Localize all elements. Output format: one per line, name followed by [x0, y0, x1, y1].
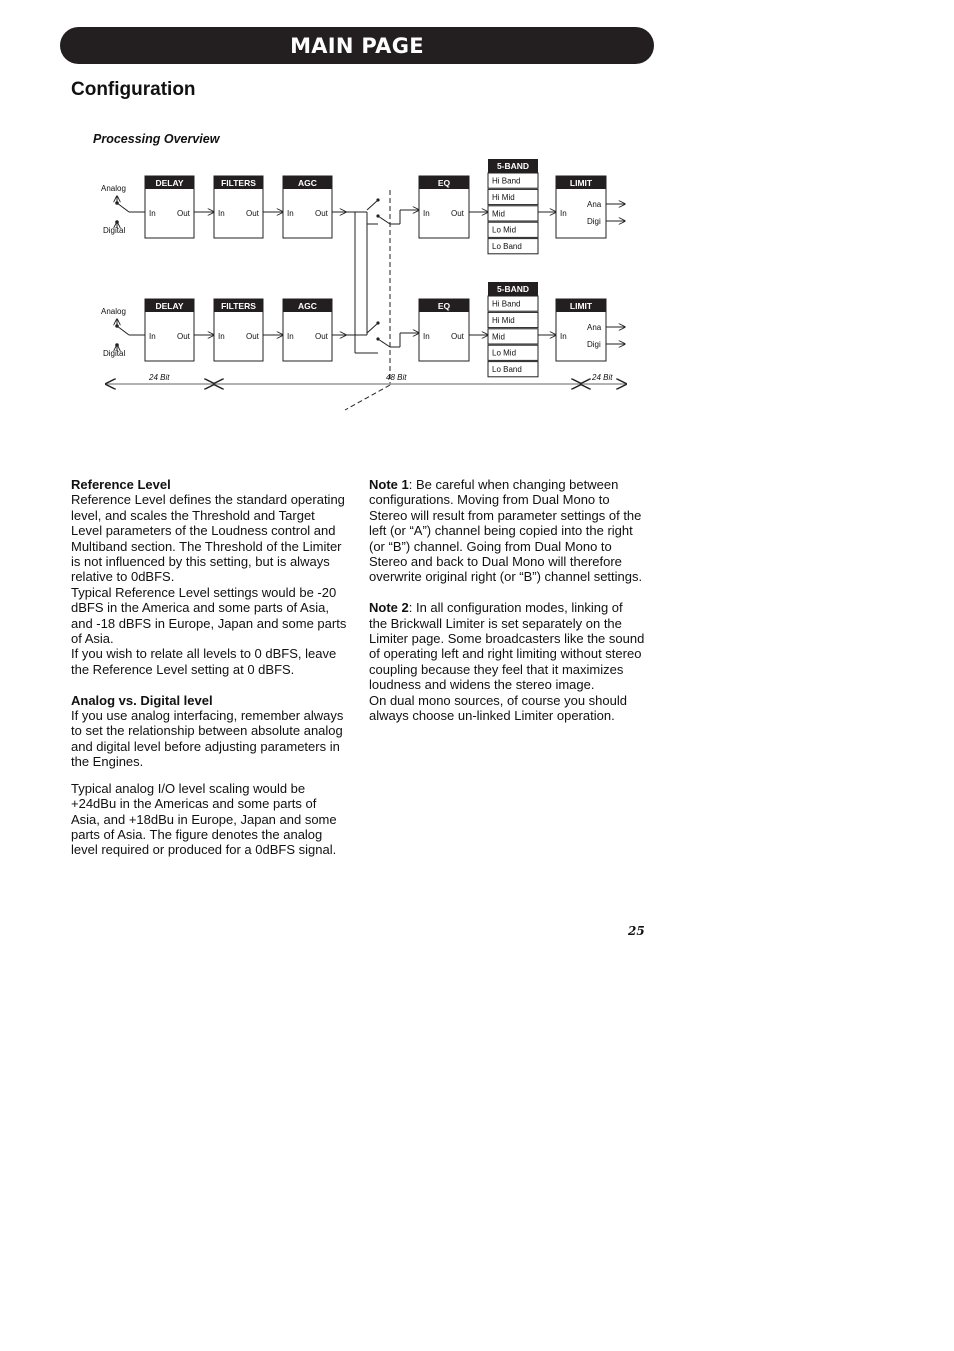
- note-2-text: On dual mono sources, of course you should: [369, 692, 627, 708]
- reference-level-text: Multiband section. The Threshold of the Limiter: [71, 538, 342, 554]
- page-number: 25: [628, 924, 645, 938]
- section-title: Configuration: [71, 79, 196, 100]
- b-filters-out: Out: [246, 332, 259, 341]
- note-1-text: configurations. Moving from Dual Mono to: [369, 492, 610, 508]
- a-agc-out: Out: [315, 209, 328, 218]
- a-5band-title: 5-BAND: [496, 161, 530, 171]
- note-1-text: Stereo will result from parameter settings of the: [369, 507, 642, 523]
- analog-digital-text: to set the relationship between absolute analog: [71, 723, 343, 739]
- typical-scaling-text: +24dBu in the Americas and some parts of: [71, 796, 317, 812]
- bit-depth-middle-label: 48 Bit: [386, 373, 407, 382]
- b-band-label: Mid: [492, 332, 505, 342]
- note-2-text: always choose un-linked Limiter operation.: [369, 708, 615, 724]
- reference-level-text: of Asia.: [71, 631, 114, 647]
- a-band-label: Lo Mid: [492, 225, 517, 235]
- right-column: [369, 477, 659, 723]
- a-limit-ana: Ana: [587, 200, 602, 209]
- a-band-label: Hi Mid: [492, 192, 515, 202]
- reference-level-text: relative to 0dBFS.: [71, 569, 175, 585]
- reference-level-text: the Reference Level setting at 0 dBFS.: [71, 661, 295, 677]
- b-xsw-arm: [378, 339, 390, 347]
- channel-b-chain: [101, 282, 625, 377]
- a-delay-title: DELAY: [155, 178, 184, 188]
- note-2-text: the Brickwall Limiter is set separately on the: [369, 615, 622, 631]
- a-filters-out: Out: [246, 209, 259, 218]
- note-2-text: loudness and widens the stereo image.: [369, 677, 595, 693]
- note-1-text: overwrite original right (or “B”) channel settings.: [369, 569, 643, 585]
- b-delay-out: Out: [177, 332, 190, 341]
- a-filters-in: In: [218, 209, 225, 218]
- a-limit-in: In: [560, 209, 567, 218]
- left-column: [71, 477, 356, 858]
- note-2-text: Limiter page. Some broadcasters like the sound: [369, 631, 645, 647]
- a-eq-in: In: [423, 209, 430, 218]
- reference-level-text: Level parameters of the Loudness control and: [71, 523, 336, 539]
- b-switch-arm: [117, 326, 129, 335]
- note-2-first-line: Note 2: In all configuration modes, linking of: [369, 600, 623, 616]
- b-5band-title: 5-BAND: [496, 284, 530, 294]
- processing-overview-diagram: [0, 0, 954, 420]
- b-eq-in: In: [423, 332, 430, 341]
- a-digital-label: Digital: [103, 226, 126, 235]
- reference-level-text: and -18 dBFS in Europe, Japan and some parts: [71, 615, 347, 631]
- b-eq-title: EQ: [437, 301, 451, 311]
- a-analog-label: Analog: [101, 184, 126, 193]
- note-1-label: Note 1: [369, 477, 409, 492]
- b-analog-label: Analog: [101, 307, 126, 316]
- a-filters-title: FILTERS: [221, 178, 256, 188]
- a-agc-in: In: [287, 209, 294, 218]
- ganged-switch-dash-tail: [345, 385, 390, 410]
- a-xsw-arm: [378, 216, 390, 224]
- reference-level-text: is not influenced by this setting, but is always: [71, 554, 330, 570]
- b-eq-out: Out: [451, 332, 464, 341]
- a-eq-title: EQ: [437, 178, 451, 188]
- analog-digital-text: If you use analog interfacing, remember always: [71, 708, 344, 724]
- a-limit-digi: Digi: [587, 217, 601, 226]
- b-agc-title: AGC: [298, 301, 317, 311]
- bit-depth-left-label: 24 Bit: [149, 373, 170, 382]
- typical-scaling-text: Asia, and +18dBu in Europe, Japan and some: [71, 811, 337, 827]
- banner-title: MAIN PAGE: [290, 33, 424, 58]
- b-agc-in: In: [287, 332, 294, 341]
- analog-digital-text: and digital level before adjusting parameters in: [71, 738, 340, 754]
- typical-scaling-text: level required or produced for a 0dBFS signal.: [71, 842, 337, 858]
- a-xsw-lead1: [367, 200, 378, 210]
- note-1-text: left (or “A”) channel being copied into the right: [369, 523, 633, 539]
- analog-digital-text: the Engines.: [71, 754, 144, 770]
- note-1-first-line: Note 1: Be careful when changing between: [369, 477, 619, 492]
- typical-scaling-text: Typical analog I/O level scaling would be: [71, 780, 306, 796]
- b-band-label: Lo Band: [492, 365, 522, 375]
- a-eq-out: Out: [451, 209, 464, 218]
- reference-level-text: dBFS in the America and some parts of Asia,: [71, 600, 329, 616]
- a-delay-out: Out: [177, 209, 190, 218]
- analog-digital-heading: Analog vs. Digital level: [71, 692, 213, 708]
- b-digital-label: Digital: [103, 349, 126, 358]
- note-2-text: coupling because they feel that it maximizes: [369, 661, 624, 677]
- reference-level-text: If you wish to relate all levels to 0 dBFS, leave: [71, 646, 337, 662]
- a-band-label: Hi Band: [492, 176, 521, 186]
- b-agc-out: Out: [315, 332, 328, 341]
- b-band-label: Lo Mid: [492, 348, 517, 358]
- b-limit-title: LIMIT: [569, 301, 593, 311]
- reference-level-heading: Reference Level: [71, 477, 171, 492]
- b-filters-in: In: [218, 332, 225, 341]
- b-band-label: Hi Band: [492, 299, 521, 309]
- a-band-label: Mid: [492, 209, 505, 219]
- stereo-crossover: [345, 190, 419, 410]
- b-delay-in: In: [149, 332, 156, 341]
- b-band-label: Hi Mid: [492, 315, 515, 325]
- figure-caption: Processing Overview: [93, 132, 220, 146]
- typical-scaling-text: parts of Asia. The figure denotes the analog: [71, 826, 323, 842]
- channel-a-chain: [101, 159, 625, 254]
- reference-level-text: Reference Level defines the standard operating: [71, 492, 345, 508]
- b-filters-title: FILTERS: [221, 301, 256, 311]
- note-1-text: (or “B”) channel. Going from Dual Mono to: [369, 538, 612, 554]
- b-delay-title: DELAY: [155, 301, 184, 311]
- a-band-label: Lo Band: [492, 242, 522, 252]
- b-limit-digi: Digi: [587, 340, 601, 349]
- a-agc-title: AGC: [298, 178, 317, 188]
- reference-level-text: level, and scales the Threshold and Target: [71, 507, 315, 523]
- b-limit-in: In: [560, 332, 567, 341]
- bit-depth-bar: [106, 373, 626, 384]
- a-limit-title: LIMIT: [569, 178, 593, 188]
- bit-depth-right-label: 24 Bit: [592, 373, 613, 382]
- reference-level-text: Typical Reference Level settings would be -20: [71, 584, 337, 600]
- note-1-text: Stereo and back to Dual Mono will therefore: [369, 554, 622, 570]
- a-delay-in: In: [149, 209, 156, 218]
- b-limit-ana: Ana: [587, 323, 602, 332]
- note-2-text: of operating left and right limiting without stereo: [369, 646, 642, 662]
- note-2-label: Note 2: [369, 600, 409, 616]
- a-switch-arm: [117, 203, 129, 212]
- b-xsw-lead1: [367, 323, 378, 333]
